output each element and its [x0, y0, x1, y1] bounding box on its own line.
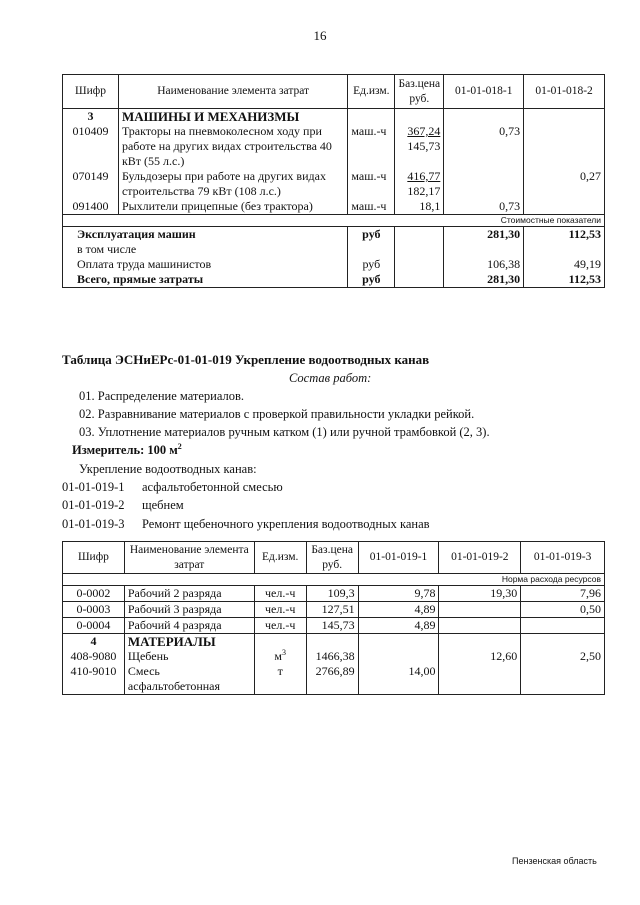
- row-price: 1466,38: [306, 649, 358, 664]
- row-value-2: [439, 664, 521, 695]
- page-number: 16: [313, 28, 327, 43]
- header-col2: 01-01-018-2: [524, 75, 605, 109]
- totals-row: [63, 227, 605, 243]
- row-code: 410-9010: [63, 664, 125, 695]
- header-unit: Ед.изм.: [254, 542, 306, 574]
- totals-row: [63, 242, 605, 257]
- header-unit: Ед.изм.: [348, 75, 395, 109]
- items-intro: Укрепление водоотводных канав:: [79, 462, 257, 476]
- header-col1: 01-01-018-1: [444, 75, 524, 109]
- row-value-2: [439, 602, 521, 618]
- totals-unit: руб: [348, 257, 395, 272]
- row-code: 070149: [63, 169, 119, 199]
- item-text: щебнем: [142, 498, 184, 512]
- section-row: [63, 109, 605, 125]
- row-unit: т: [254, 664, 306, 695]
- header-price: Баз.цена руб.: [306, 542, 358, 574]
- row-price: 18,1: [395, 199, 444, 215]
- header-price: Баз.цена руб.: [395, 75, 444, 109]
- subheader-row: [63, 574, 605, 586]
- row-value-3: 0,50: [521, 602, 605, 618]
- subheader-label: Стоимостные показатели: [63, 215, 605, 227]
- header-col2: 01-01-019-2: [439, 542, 521, 574]
- table-row: [63, 664, 605, 695]
- row-value-2: [524, 199, 605, 215]
- totals-unit: руб: [348, 272, 395, 288]
- row-price: 127,51: [306, 602, 358, 618]
- item-text: Ремонт щебеночного укрепления водоотводных канав: [142, 517, 430, 531]
- row-price: 2766,89: [306, 664, 358, 695]
- totals-unit: руб: [348, 227, 395, 243]
- table-header: [63, 542, 605, 574]
- row-value-1: 0,73: [444, 199, 524, 215]
- row-value-3: [521, 664, 605, 695]
- row-unit: маш.-ч: [348, 199, 395, 215]
- row-price-alt: 145,73: [407, 139, 441, 153]
- row-value-2: 19,30: [439, 586, 521, 602]
- section-title: МАТЕРИАЛЫ: [124, 634, 254, 650]
- table-row: [63, 649, 605, 664]
- row-value-1: 9,78: [358, 586, 439, 602]
- item-line: [62, 498, 184, 513]
- totals-name: Оплата труда машинистов: [63, 257, 348, 272]
- item-code: 01-01-019-2: [62, 498, 125, 512]
- section-row: [63, 634, 605, 650]
- row-name: Рабочий 2 разряда: [124, 586, 254, 602]
- totals-name: Эксплуатация машин: [63, 227, 348, 243]
- row-value-3: 7,96: [521, 586, 605, 602]
- row-price-alt: 182,17: [407, 184, 441, 198]
- row-name: Рабочий 4 разряда: [124, 618, 254, 634]
- row-value-3: 2,50: [521, 649, 605, 664]
- totals-row: [63, 272, 605, 288]
- row-value-3: [521, 618, 605, 634]
- row-price: 367,24: [407, 124, 441, 138]
- measure-text: Измеритель: 100 м: [72, 443, 178, 457]
- row-code: 0-0002: [63, 586, 125, 602]
- row-code: 0-0003: [63, 602, 125, 618]
- item-line: [62, 480, 283, 495]
- section-title: МАШИНЫ И МЕХАНИЗМЫ: [118, 109, 347, 125]
- totals-name: Всего, прямые затраты: [63, 272, 348, 288]
- row-value-2: 12,60: [439, 649, 521, 664]
- section-code: 3: [63, 109, 119, 125]
- row-value-1: 4,89: [358, 602, 439, 618]
- totals-value-1: 281,30: [444, 272, 524, 288]
- row-name: Щебень: [124, 649, 254, 664]
- row-unit: маш.-ч: [348, 169, 395, 199]
- work-item: 02. Разравнивание материалов с проверкой правильности укладки рейкой.: [79, 407, 475, 421]
- row-unit: чел.-ч: [254, 586, 306, 602]
- work-item: 01. Распределение материалов.: [79, 389, 245, 403]
- work-item: 03. Уплотнение материалов ручным катком (1) или ручной трамбовкой (2, 3).: [79, 425, 490, 439]
- table-row: [63, 169, 605, 199]
- header-name: Наименование элемента затрат: [118, 75, 347, 109]
- table-row: [63, 199, 605, 215]
- row-unit: маш.-ч: [348, 124, 395, 169]
- row-name: Бульдозеры при работе на других видах строительства 79 кВт (108 л.с.): [118, 169, 347, 199]
- totals-value-2: 112,53: [524, 272, 605, 288]
- item-code: 01-01-019-1: [62, 480, 125, 494]
- item-line: [62, 517, 430, 532]
- table-row: [63, 124, 605, 169]
- row-value-1: 14,00: [358, 664, 439, 695]
- row-price: 109,3: [306, 586, 358, 602]
- row-unit: [254, 649, 306, 664]
- unit-superscript: 3: [281, 648, 286, 657]
- header-code: Шифр: [63, 542, 125, 574]
- row-value-1: 4,89: [358, 618, 439, 634]
- row-value-1: [358, 649, 439, 664]
- unit-text: м: [274, 649, 282, 663]
- section-code: 4: [63, 634, 125, 650]
- row-unit: чел.-ч: [254, 618, 306, 634]
- row-name: Тракторы на пневмоколесном ходу при работе на других видах строительства 40 кВт (55 л.с.): [118, 124, 347, 169]
- row-code: 010409: [63, 124, 119, 169]
- measure-superscript: 2: [177, 441, 182, 451]
- header-col3: 01-01-019-3: [521, 542, 605, 574]
- totals-value-1: 281,30: [444, 227, 524, 243]
- totals-value-2: 112,53: [524, 227, 605, 243]
- subheader-label: Норма расхода ресурсов: [63, 574, 605, 586]
- totals-value-1: 106,38: [444, 257, 524, 272]
- row-unit: чел.-ч: [254, 602, 306, 618]
- row-price: 145,73: [306, 618, 358, 634]
- works-subtitle: Состав работ:: [289, 371, 372, 385]
- item-code: 01-01-019-3: [62, 517, 125, 531]
- header-name: Наименование элемента затрат: [124, 542, 254, 574]
- table-row: [63, 602, 605, 618]
- table-row: [63, 618, 605, 634]
- header-code: Шифр: [63, 75, 119, 109]
- row-name: Рыхлители прицепные (без трактора): [118, 199, 347, 215]
- row-code: 091400: [63, 199, 119, 215]
- row-value-2: [524, 124, 605, 169]
- row-name: Смесь асфальтобетонная: [124, 664, 254, 695]
- subheader-row: [63, 215, 605, 227]
- row-value-2: [439, 618, 521, 634]
- totals-value-2: 49,19: [524, 257, 605, 272]
- item-text: асфальтобетонной смесью: [142, 480, 283, 494]
- row-code: 0-0004: [63, 618, 125, 634]
- footer-region: Пензенская область: [512, 856, 597, 866]
- table-row: [63, 586, 605, 602]
- measure: [72, 443, 182, 458]
- row-value-1: [444, 169, 524, 199]
- table-title: Таблица ЭСНиЕРс-01-01-019 Укрепление водоотводных канав: [62, 352, 430, 367]
- totals-name: в том числе: [63, 242, 348, 257]
- table-header: [63, 75, 605, 109]
- row-code: 408-9080: [63, 649, 125, 664]
- row-name: Рабочий 3 разряда: [124, 602, 254, 618]
- header-col1: 01-01-019-1: [358, 542, 439, 574]
- resources-table: [62, 541, 605, 695]
- row-value-1: 0,73: [444, 124, 524, 169]
- totals-row: [63, 257, 605, 272]
- row-value-2: 0,27: [524, 169, 605, 199]
- row-price: 416,77: [407, 169, 441, 183]
- machines-table: [62, 74, 605, 288]
